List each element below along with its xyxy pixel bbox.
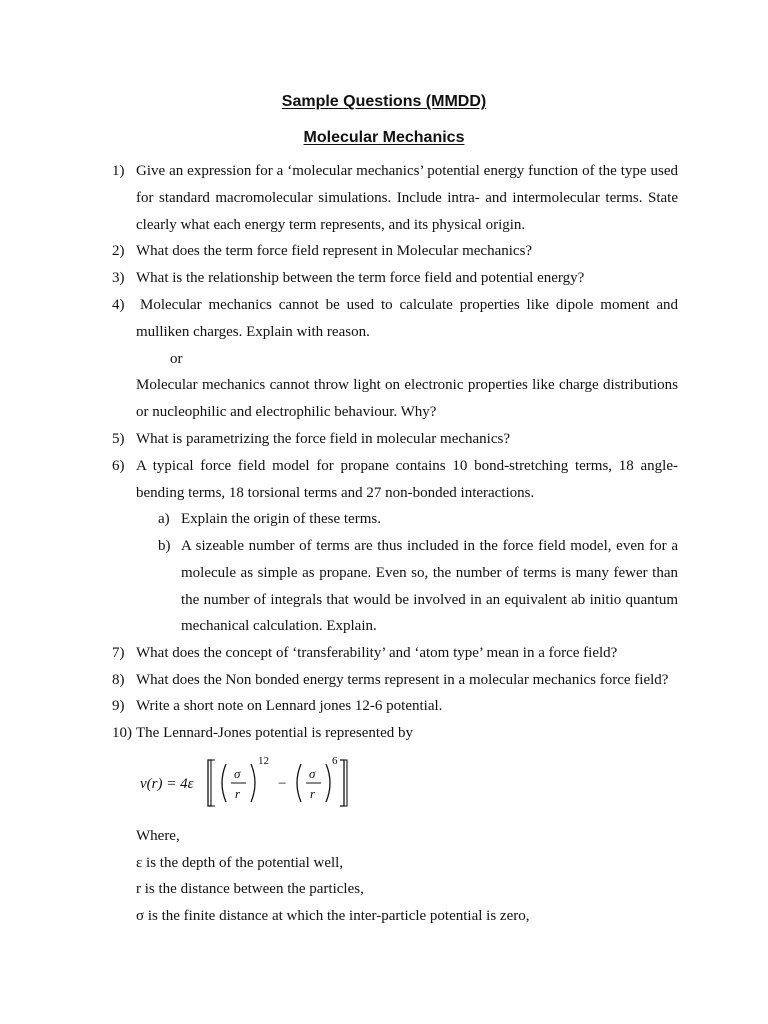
question-text-line: or nucleophilic and electrophilic behaviour. Why? — [136, 404, 437, 420]
question-number: 5) — [112, 431, 125, 447]
question-text-line: What is the relationship between the term force field and potential energy? — [136, 270, 585, 286]
formula-sigma-1: σ — [234, 766, 241, 781]
formula-paren-right-1 — [251, 764, 255, 802]
question-text-line: What is parametrizing the force field in molecular mechanics? — [136, 431, 510, 447]
sub-question-text-line: A sizeable number of terms are thus included in the force field model, even for a — [181, 538, 678, 554]
question-number: 8) — [112, 672, 125, 688]
formula-r-2: r — [310, 786, 316, 801]
question-text-line: What does the term force field represent in Molecular mechanics? — [136, 243, 533, 259]
formula-sigma-2: σ — [309, 766, 316, 781]
question-text-line: What does the Non bonded energy terms represent in a molecular mechanics force field? — [136, 672, 669, 688]
question-text-line: for standard macromolecular simulations. Include intra- and intermolecular terms. State — [136, 190, 678, 206]
sub-question-label: b) — [158, 538, 171, 554]
question-text-line: The Lennard-Jones potential is represented by — [136, 725, 413, 741]
question-text-line: mulliken charges. Explain with reason. — [136, 324, 370, 340]
formula-paren-right-2 — [326, 764, 330, 802]
question-number: 3) — [112, 270, 125, 286]
question-text-line: clearly what each energy term represents, and its physical origin. — [136, 217, 526, 233]
question-text-line: A typical force field model for propane contains 10 bond-stretching terms, 18 angle- — [136, 458, 678, 474]
formula-lhs: v(r) = 4ε — [140, 776, 194, 792]
sub-question-text-line: Explain the origin of these terms. — [181, 511, 381, 527]
formula-exponent-12: 12 — [258, 755, 269, 767]
question-text-line: bending terms, 18 torsional terms and 27 non-bonded interactions. — [136, 485, 535, 501]
formula-paren-left-2 — [297, 764, 301, 802]
section-title: Molecular Mechanics — [303, 129, 465, 146]
where-item: ε is the depth of the potential well, — [136, 855, 344, 871]
document-title: Sample Questions (MMDD) — [281, 93, 487, 110]
sub-question-label: a) — [158, 511, 170, 527]
formula-minus: − — [278, 776, 287, 792]
sub-question-text-line: molecule as simple as propane. Even so, the number of terms is many fewer than — [181, 565, 678, 581]
question-number: 1) — [112, 163, 125, 179]
question-text-line: What does the concept of ‘transferability’ and ‘atom type’ mean in a force field? — [136, 645, 618, 661]
sub-question-text-line: mechanical calculation. Explain. — [181, 618, 377, 634]
formula-outer-right-bracket — [340, 760, 344, 806]
question-text-or: or — [170, 351, 183, 367]
question-text-line: Molecular mechanics cannot be used to calculate properties like dipole moment and — [140, 297, 678, 313]
sub-question-text-line: the number of integrals that would be involved in an equivalent ab initio quantum — [181, 592, 678, 608]
where-item: r is the distance between the particles, — [136, 881, 364, 897]
formula-paren-left-1 — [222, 764, 226, 802]
question-number: 4) — [112, 297, 125, 313]
question-number: 2) — [112, 243, 125, 259]
question-number: 9) — [112, 698, 125, 714]
question-number: 10) — [112, 725, 132, 741]
question-number: 7) — [112, 645, 125, 661]
where-item: σ is the finite distance at which the inter-particle potential is zero, — [136, 908, 530, 924]
formula-exponent-6: 6 — [332, 755, 338, 767]
question-text-line: Molecular mechanics cannot throw light on electronic properties like charge distributions — [136, 377, 678, 393]
where-label: Where, — [136, 828, 180, 844]
question-text-line: Write a short note on Lennard jones 12-6 potential. — [136, 698, 443, 714]
question-text-line: Give an expression for a ‘molecular mechanics’ potential energy function of the type used — [136, 163, 678, 179]
lennard-jones-formula — [140, 750, 370, 812]
formula-r-1: r — [235, 786, 241, 801]
question-number: 6) — [112, 458, 125, 474]
formula-outer-left-bracket-inner — [211, 760, 215, 806]
